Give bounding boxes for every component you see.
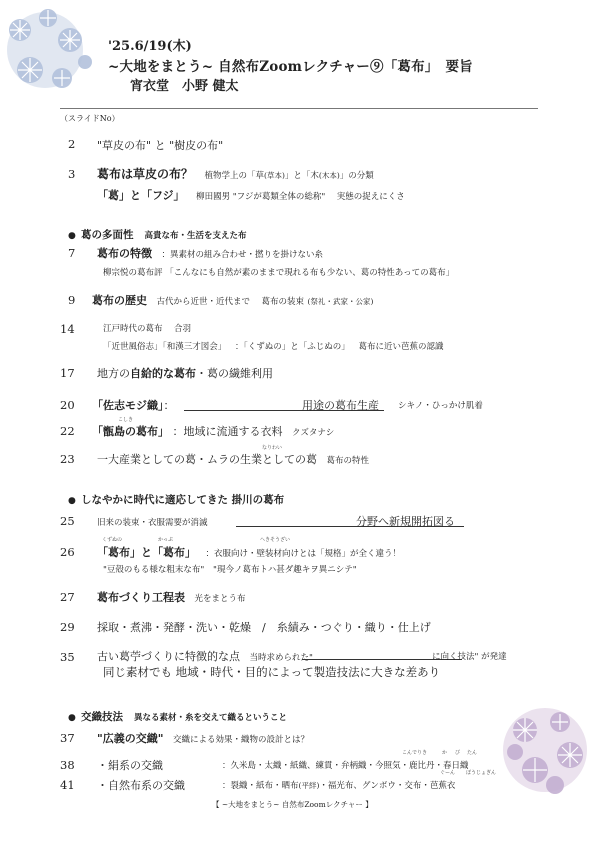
item-note: 旧来の装束・衣服需要が消滅 (97, 518, 208, 528)
item-note: ：久米島・太織・紙織、練貫・弁柄織・今照気・鹿比丹・春日織 (222, 761, 469, 771)
item-note: 合羽 (174, 324, 192, 334)
slide-number: 27 (60, 590, 75, 604)
ruby-annotation: ぼうじょぎん (466, 770, 497, 776)
item-text (97, 589, 246, 605)
item-note: 」と「木 (284, 171, 319, 181)
slide-number: 3 (68, 167, 76, 181)
slide-number: 38 (60, 758, 75, 772)
slide-number: 14 (60, 322, 75, 336)
item-note: 葛布の特性 (326, 456, 370, 466)
item-note: ：地域に流通する衣料 (172, 425, 283, 438)
item-note: ：裂織・紙布・晒布 (222, 781, 299, 791)
item-heading: 「甑島の葛布」 (92, 425, 169, 438)
item-heading: ・絹系の交織 (97, 759, 163, 772)
item-subline (103, 340, 443, 352)
bullet-icon: ● (68, 496, 76, 506)
item-note-small: (草本) (264, 171, 285, 180)
item-note-small: (木本) (318, 171, 340, 180)
ruby-annotation: くずぬの (102, 537, 123, 543)
item-note: 植物学上の「草 (204, 171, 265, 181)
ruby-annotation: へきそうざい (260, 537, 291, 543)
section-title: しなやかに時代に適応してきた 掛川の葛布 (80, 494, 285, 506)
item-heading: ・自然布系の交織 (97, 779, 185, 792)
item-heading: 葛布の歴史 (92, 294, 147, 307)
slide-number: 23 (60, 452, 75, 466)
section-subtitle: 高貴な布・生活を支えた布 (144, 231, 247, 241)
item-note: 「近世風俗志」「和漢三才図会」 (103, 342, 227, 352)
item-subline (97, 187, 405, 203)
item-note (222, 779, 455, 791)
ruby-annotation: かっぷ (158, 537, 174, 543)
section-title: 葛の多面性 (80, 229, 134, 241)
item-heading: "広義の交織" (97, 732, 164, 745)
item-text (92, 292, 373, 308)
item-note: 交織による効果・織物の設計とは？ (172, 735, 309, 745)
item-note: 用途の葛布生産 (302, 399, 379, 412)
slide-number-label: （スライドNo） (60, 114, 120, 123)
bullet-icon: ● (68, 713, 76, 723)
item-text (92, 397, 175, 413)
lecture-title: ~大地をまとう~ 自然布Zoomレクチャー⑨「葛布」 要旨 (108, 59, 473, 75)
item-note: ・福光布、グンボウ・交布・芭蕉衣 (319, 781, 456, 791)
slide-number: 17 (60, 366, 75, 380)
ruby-annotation: たん (467, 750, 478, 756)
ruby-annotation: こしき (118, 417, 134, 423)
item-subline (103, 563, 357, 575)
slide-number: 29 (60, 620, 75, 634)
item-text (97, 544, 401, 560)
item-note: 」の分類 (339, 171, 374, 181)
item-heading: 葛布の特徴 (97, 247, 152, 260)
slide-number: 35 (60, 650, 75, 664)
item-heading: 「佐志モジ織」 (92, 399, 164, 412)
bullet-icon: ● (68, 231, 76, 241)
section-heading (68, 705, 287, 724)
ruby-annotation: なりわい (262, 445, 283, 451)
item-heading: 古い葛苧づくりに特徴的な点 (97, 650, 240, 663)
item-colon: ： (163, 399, 175, 412)
slide-number: 2 (68, 137, 76, 151)
item-note: ：「くずぬの」と「ふじぬの」 (234, 342, 350, 352)
item-note: 地方の (97, 367, 130, 380)
item-heading: 「葛布」と「葛布」 (97, 546, 196, 559)
slide-number: 26 (60, 545, 75, 559)
item-heading: 葛布づくり工程表 (97, 591, 185, 604)
section-heading (68, 488, 284, 507)
item-note: シキノ・ひっかけ肌着 (398, 401, 483, 411)
footer-text: 【 ~大地をまとう~ 自然布Zoomレクチャー 】 (212, 800, 373, 809)
item-note: に向く技法" が発達 (432, 652, 507, 662)
item-text (97, 365, 273, 381)
item-text: "草皮の布" と "樹皮の布" (97, 139, 224, 152)
ruby-annotation: こんでりき (402, 750, 428, 756)
item-note: クズタナシ (292, 428, 335, 438)
slide-number: 25 (60, 514, 75, 528)
item-text (97, 757, 163, 773)
ruby-annotation: ぐーん (440, 770, 456, 776)
snowflake-decoration-bottom-right (490, 690, 595, 810)
slide-number: 9 (68, 293, 76, 307)
item-text (103, 321, 191, 334)
item-subline: 柳宗悦の葛布評 「こんなにも自然が素のままで現れる布も少ない、葛の特性あっての葛布」 (103, 268, 455, 278)
item-note: 古代から近世・近代まで (156, 297, 251, 307)
ruby-annotation: び (455, 750, 461, 756)
section-subtitle: 異なる素材・糸を交えて織るということ (134, 713, 288, 723)
item-heading: 一大産業としての葛・ムラの生業としての葛 (97, 453, 317, 466)
item-text (97, 777, 185, 793)
section-heading (68, 223, 247, 242)
item-note: "豆殻のもる様な粗末な布" (103, 565, 205, 575)
item-note-small: (平絆) (298, 781, 320, 790)
author-name: 宵衣堂 小野 健太 (130, 79, 239, 94)
item-note: 葛布の装束 (261, 297, 305, 307)
item-note: ：衣服向け・壁装材向けとは「規格」が全く違う！ (205, 549, 402, 559)
item-note: 柳田國男 "フジが葛類全体の総称" (196, 192, 326, 202)
slide-number: 7 (68, 246, 76, 260)
item-note: ・葛の繊維利用 (196, 367, 273, 380)
item-note: 実態の捉えにくさ (336, 192, 405, 202)
slide-number: 22 (60, 424, 75, 438)
item-note: 光をまとう布 (194, 594, 246, 604)
item-note-small: (祭礼・武家・公家) (307, 297, 374, 306)
item-text (97, 245, 323, 261)
item-note: ：異素材の組み合わせ・撚りを掛けない糸 (161, 250, 324, 260)
item-subline: 同じ素材でも 地域・時代・目的によって製造技法に大きな差あり (103, 665, 441, 679)
item-text (97, 730, 309, 746)
item-note: 分野へ新規開拓図る (356, 515, 455, 528)
item-text (97, 165, 374, 182)
item-text (97, 451, 369, 467)
ruby-annotation: か (442, 750, 448, 756)
item-text (97, 648, 313, 664)
item-heading: 自給的な葛布 (130, 367, 196, 380)
slide-number: 37 (60, 731, 75, 745)
section-title: 交織技法 (80, 711, 123, 723)
item-note: "現今ノ葛布トハ甚ダ趣キヲ異ニシテ" (213, 565, 357, 575)
item-note: 当時求められた" (249, 653, 313, 663)
item-text: 採取・煮沸・発酵・洗い・乾燥 / 糸績み・つぐり・織り・仕上げ (97, 621, 431, 634)
header-divider (60, 108, 538, 109)
item-heading: 江戸時代の葛布 (103, 324, 163, 334)
slide-number: 20 (60, 398, 75, 412)
item-note: 葛布に近い芭蕉の認識 (358, 342, 444, 352)
item-text (92, 423, 334, 439)
slide-number: 41 (60, 778, 75, 792)
item-heading: 葛布は草皮の布？ (97, 167, 194, 181)
lecture-date: '25.6/19(木) (108, 39, 192, 54)
item-subheading: 「葛」と「フジ」 (97, 189, 185, 202)
